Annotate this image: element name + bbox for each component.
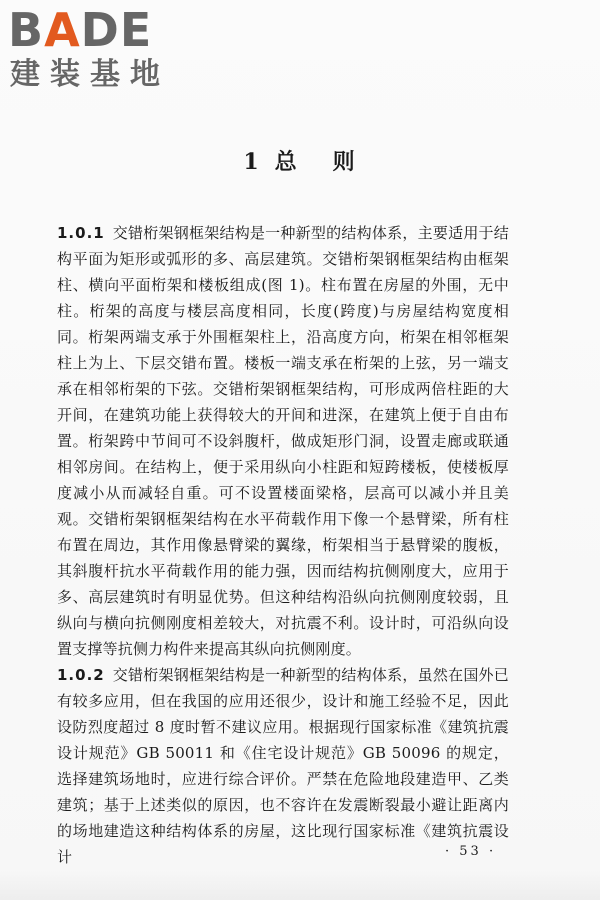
logo-accent-letter: A	[44, 3, 81, 57]
logo-letters: DE	[80, 3, 153, 57]
logo-letter: B	[8, 3, 45, 57]
chapter-title	[0, 145, 600, 176]
clause-1-0-2	[57, 662, 509, 870]
logo-subtitle: 建装基地	[10, 57, 170, 92]
page-number: · 53 ·	[445, 844, 497, 859]
body-text	[57, 220, 509, 870]
chapter-number: 1	[243, 149, 261, 175]
bade-logo	[8, 4, 188, 96]
chapter-title-part2: 则	[332, 149, 357, 175]
chapter-title-part1: 总	[274, 149, 299, 175]
clause-number: 1.0.2	[57, 666, 105, 684]
logo-wordmark	[8, 4, 152, 56]
clause-text: 交错桁架钢框架结构是一种新型的结构体系，虽然在国外已有较多应用，但在我国的应用还很少，设计和施工经验不足，因此设防烈度超过 8 度时暂不建议应用。根据现行国家标准《建筑抗震设计规范》GB 50011 和《住宅设计规范》GB 50096 的规定，选择建筑场地时，应进行综合评价。严禁在危险地段建造甲、乙类建筑；基于上述类似的原因，也不容许在发震断裂最小避让距离内的场地建造这种结构体系的房屋，这比现行国家标准《建筑抗震设计	[57, 666, 509, 866]
scan-edge-shading	[0, 870, 600, 900]
clause-number: 1.0.1	[57, 224, 105, 242]
clause-1-0-1	[57, 220, 509, 662]
clause-text: 交错桁架钢框架结构是一种新型的结构体系，主要适用于结构平面为矩形或弧形的多、高层建筑。交错桁架钢框架结构由框架柱、横向平面桁架和楼板组成(图 1)。柱布置在房屋的外围，无中柱。桁架的高度与楼层高度相同，长度(跨度)与房屋结构宽度相同。桁架两端支承于外围框架柱上，沿高度方向，桁架在相邻框架柱上为上、下层交错布置。楼板一端支承在桁架的上弦，另一端支承在相邻桁架的下弦。交错桁架钢框架结构，可形成两倍柱距的大开间，在建筑功能上获得较大的开间和进深，在建筑上便于自由布置。桁架跨中节间可不设斜腹杆，做成矩形门洞，设置走廊或联通相邻房间。在结构上，便于采用纵向小柱距和短跨楼板，使楼板厚度减小从而减轻自重。可不设置楼面梁格，层高可以减小并且美观。交错桁架钢框架结构在水平荷载作用下像一个悬臂梁，所有柱布置在周边，其作用像悬臂梁的翼缘，桁架相当于悬臂梁的腹板，其斜腹杆抗水平荷载作用的能力强，因而结构抗侧刚度大，应用于多、高层建筑时有明显优势。但这种结构沿纵向抗侧刚度较弱，且纵向与横向抗侧刚度相差较大，对抗震不利。设计时，可沿纵向设置支撑等抗侧力构件来提高其纵向抗侧刚度。	[57, 224, 509, 658]
